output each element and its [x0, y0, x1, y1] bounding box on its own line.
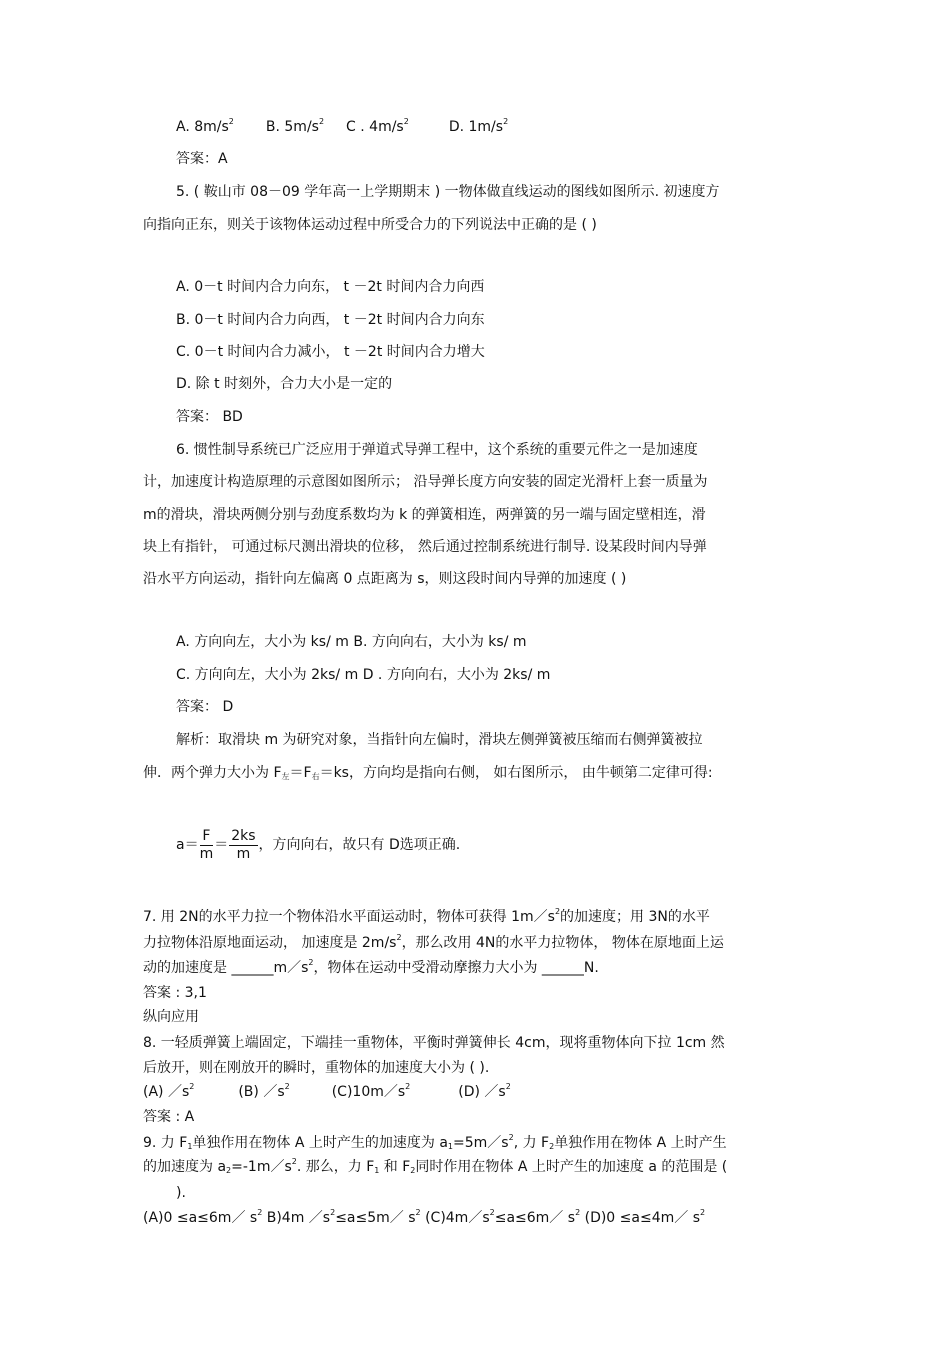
q6-options-ab: A. 方向向左，大小为 ks/ m B. 方向向右，大小为 ks/ m [176, 634, 527, 650]
q6-answer: 答案： D [176, 699, 234, 715]
q8-line1: 8. 一轻质弹簧上端固定，下端挂一重物体，平衡时弹簧伸长 4cm，现将重物体向下拉 1cm 然 [143, 1035, 725, 1051]
option-c: C . $4m/s^2$ [346, 117, 409, 135]
q9-line1: 9. 力 $F_1$单独作用在物体 A 上时产生的加速度为 $a_1=5m/s^2$, 力 $F_2$单独作用在物体 A 上时产生 [143, 1133, 727, 1151]
section-heading: 纵向应用 [143, 1009, 199, 1025]
option-b: B. $5m/s^2$ [265, 117, 325, 135]
q6-formula: a＝ $\frac{F}{m}$ ＝ $\frac{2ks}{m}$ ，方向向右，故只有 D选项正确. [176, 827, 461, 862]
q9-line3: ). [176, 1185, 186, 1201]
q5-stem-line2: 向指向正东，则关于该物体运动过程中所受合力的下列说法中正确的是 ( ) [143, 217, 597, 233]
q6-stem-line1: 6. 惯性制导系统已广泛应用于弹道式导弹工程中，这个系统的重要元件之一是加速度 [176, 442, 698, 458]
option-a: A. $8m/s^2$ [176, 117, 234, 135]
q5-option-c: C. 0－t 时间内合力减小， t －2t 时间内合力增大 [176, 344, 485, 360]
q6-stem-line4: 块上有指针， 可通过标尺测出滑块的位移， 然后通过控制系统进行制导. 设某段时间内导弹 [143, 539, 707, 555]
fraction-2ks-over-m: $\frac{2ks}{m}$ [231, 827, 256, 862]
q6-analysis-line2: 伸．两个弹力大小为 $F_左=F_右=ks$，方向均是指向右侧， 如右图所示， 由牛顿第二定律可得: [143, 765, 713, 781]
q5-answer: 答案： BD [176, 409, 243, 425]
q4-answer: 答案：A [176, 151, 228, 167]
q7-line3: 动的加速度是 $\_\_\_\_\_\_m/s^2$，物体在运动中受滑动摩擦力大小为 ______N. [143, 958, 599, 976]
q8-options: (A) $/s^2$ (B) $/s^2$ $(C)10m/s^2$ (D) $/s^2$ [143, 1082, 511, 1100]
q4-options [176, 118, 508, 136]
fraction-f-over-m: $\frac{F}{m}$ [199, 827, 214, 862]
q7-line2: 力拉物体沿原地面运动， 加速度是 $2m/s^2$，那么改用 4N的水平力拉物体， 物体在原地面上运 [143, 933, 724, 951]
q8-answer: 答案 : A [143, 1109, 195, 1125]
q6-stem-line3: m的滑块，滑块两侧分别与劲度系数均为 k 的弹簧相连，两弹簧的另一端与固定壁相连，滑 [143, 507, 706, 523]
q8-line2: 后放开，则在刚放开的瞬时，重物体的加速度大小为 ( ). [143, 1060, 490, 1076]
q7-answer: 答案 : 3,1 [143, 985, 207, 1001]
q5-stem-line1: 5. ( 鞍山市 08－09 学年高一上学期期末 ) 一物体做直线运动的图线如图所示. 初速度方 [176, 184, 720, 200]
q9-line2: 的加速度为 $a_2=-1m/s^2$. 那么，力 $F_1$ 和 $F_2$同时作用在物体 A 上时产生的加速度 a 的范围是 ( [143, 1157, 728, 1175]
q9-options: (A)0 ≤a≤6m／ $s^2$ B)4m $/s^2\le a\le 5m/$ $s^2$ $(C)4m/s^2\le a\le 6m/$ $s^2$ (D)0 ≤a≤4m／ $s^2$ [143, 1208, 706, 1226]
option-d: D. $1m/s^2$ [448, 117, 509, 135]
q5-option-a: A. 0－t 时间内合力向东， t －2t 时间内合力向西 [176, 279, 485, 295]
q5-option-d: D. 除 t 时刻外，合力大小是一定的 [176, 376, 393, 392]
q6-stem-line2: 计，加速度计构造原理的示意图如图所示； 沿导弹长度方向安装的固定光滑杆上套一质量为 [143, 474, 708, 490]
q6-stem-line5: 沿水平方向运动，指针向左偏离 0 点距离为 s，则这段时间内导弹的加速度 ( ) [143, 571, 627, 587]
q6-analysis-line1: 解析：取滑块 m 为研究对象，当指针向左偏时，滑块左侧弹簧被压缩而右侧弹簧被拉 [176, 732, 703, 748]
q7-line1: 7. 用 2N的水平力拉一个物体沿水平面运动时，物体可获得 $1m/s^2$的加速度；用 3N的水平 [143, 907, 710, 925]
q6-options-cd: C. 方向向左，大小为 2ks/ m D . 方向向右，大小为 2ks/ m [176, 667, 551, 683]
q5-option-b: B. 0－t 时间内合力向西， t －2t 时间内合力向东 [176, 312, 485, 328]
